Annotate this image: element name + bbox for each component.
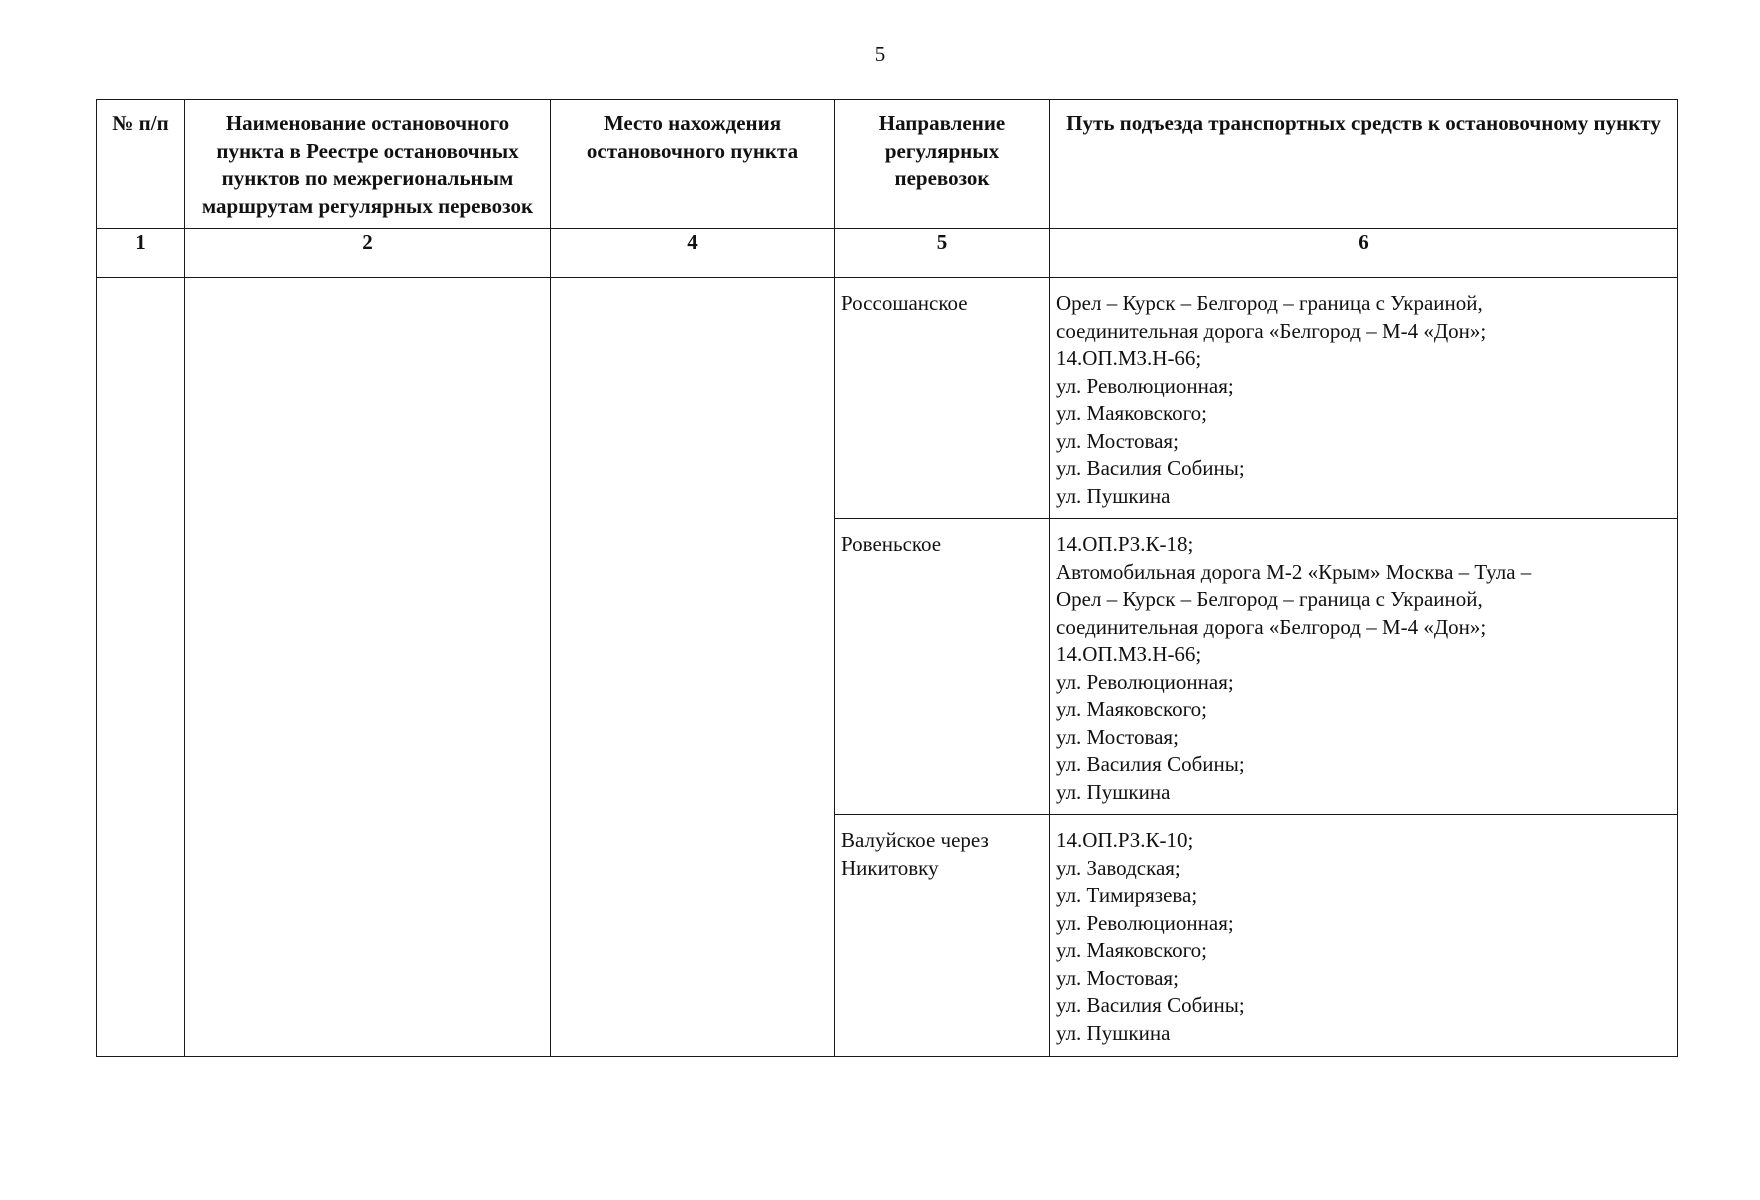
path-line: ул. Мостовая; xyxy=(1056,724,1179,749)
path-line: ул. Пушкина xyxy=(1056,1020,1171,1045)
path-line: ул. Пушкина xyxy=(1056,779,1171,804)
path-line: Орел – Курск – Белгород – граница с Украиной, xyxy=(1056,587,1483,611)
header-access-path: Путь подъезда транспортных средств к остановочному пункту xyxy=(1050,100,1678,229)
path-line: 14.ОП.РЗ.К-10; xyxy=(1056,828,1194,852)
page-number: 5 xyxy=(874,42,886,66)
path-line: соединительная дорога «Белгород – М-4 «Дон»; xyxy=(1056,318,1487,343)
path-line: ул. Мостовая; xyxy=(1056,428,1179,453)
access-path-cell xyxy=(1050,815,1678,1057)
path-line: ул. Пушкина xyxy=(1056,483,1171,508)
header-row xyxy=(97,100,1678,229)
table-row xyxy=(97,278,1678,519)
path-line: ул. Маяковского; xyxy=(1056,401,1208,425)
direction-cell: Россошанское xyxy=(835,278,1050,519)
column-number-row xyxy=(97,229,1678,278)
path-line: ул. Заводская; xyxy=(1056,855,1181,880)
path-line: ул. Революционная; xyxy=(1056,910,1234,935)
header-stop-name: Наименование остановочного пункта в Реестре остановочных пунктов по межрегиональным маршрутам регулярных перевозок xyxy=(185,100,551,229)
path-line: Автомобильная дорога М-2 «Крым» Москва – Тула – xyxy=(1056,559,1532,584)
path-line: ул. Революционная; xyxy=(1056,373,1234,398)
header-location: Место нахождения остановочного пункта xyxy=(551,100,835,229)
number-cell xyxy=(97,278,185,1057)
path-line: ул. Мостовая; xyxy=(1056,965,1179,990)
location-cell xyxy=(551,278,835,1057)
header-direction: Направление регулярных перевозок xyxy=(835,100,1050,229)
column-number: 2 xyxy=(185,229,551,278)
column-number: 4 xyxy=(551,229,835,278)
path-line: ул. Революционная; xyxy=(1056,669,1234,694)
path-line: ул. Маяковского; xyxy=(1056,938,1208,962)
column-number: 6 xyxy=(1050,229,1678,278)
path-line: ул. Василия Собины; xyxy=(1056,993,1245,1017)
path-line: соединительная дорога «Белгород – М-4 «Дон»; xyxy=(1056,614,1487,639)
path-line: 14.ОП.МЗ.Н-66; xyxy=(1056,346,1202,370)
access-path-cell xyxy=(1050,278,1678,519)
direction-cell: Валуйское через Никитовку xyxy=(835,815,1050,1057)
path-line: ул. Тимирязева; xyxy=(1056,883,1198,907)
access-path-cell xyxy=(1050,519,1678,815)
path-line: 14.ОП.РЗ.К-18; xyxy=(1056,532,1194,556)
stop-name-cell xyxy=(185,278,551,1057)
direction-cell: Ровеньское xyxy=(835,519,1050,815)
path-line: ул. Василия Собины; xyxy=(1056,752,1245,776)
column-number: 1 xyxy=(97,229,185,278)
path-line: 14.ОП.МЗ.Н-66; xyxy=(1056,642,1202,666)
path-line: Орел – Курск – Белгород – граница с Украиной, xyxy=(1056,291,1483,315)
path-line: ул. Василия Собины; xyxy=(1056,456,1245,480)
column-number: 5 xyxy=(835,229,1050,278)
header-number: № п/п xyxy=(97,100,185,229)
path-line: ул. Маяковского; xyxy=(1056,697,1208,721)
stops-table xyxy=(96,99,1678,1057)
